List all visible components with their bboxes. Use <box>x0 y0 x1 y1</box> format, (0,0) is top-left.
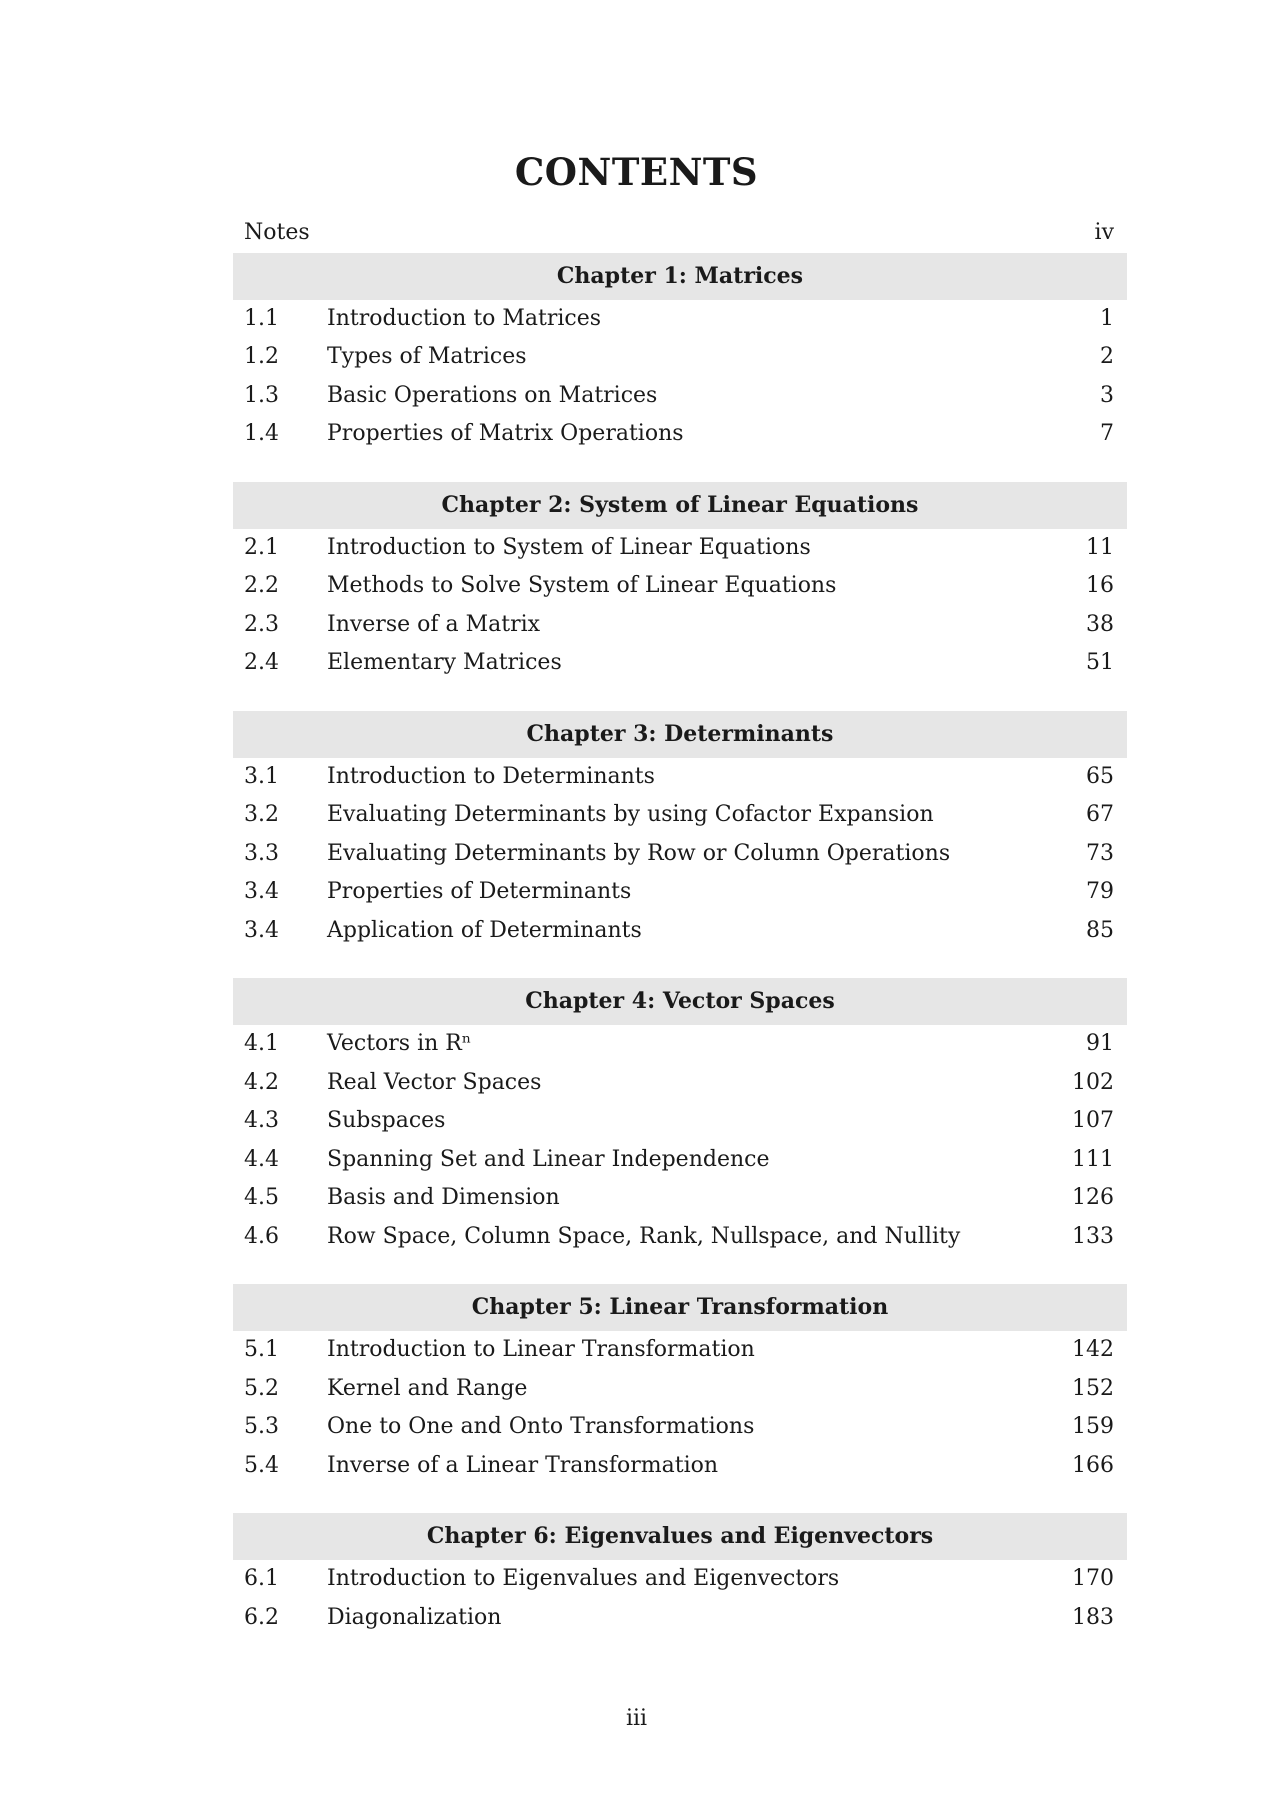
toc-entry-num: 2.3 <box>244 611 279 637</box>
toc-entry-row[interactable] <box>233 1141 1127 1180</box>
toc-entry-title: Elementary Matrices <box>327 650 562 675</box>
toc-entry-page: 159 <box>1072 1414 1114 1439</box>
toc-entry-title: Spanning Set and Linear Independence <box>327 1146 770 1172</box>
toc-entry-num: 5.2 <box>244 1375 279 1401</box>
toc-entry-page: 85 <box>1086 917 1114 943</box>
toc-entry-num: 4.5 <box>244 1185 279 1210</box>
toc-entry-page: 79 <box>1086 879 1114 904</box>
toc-entry-num: 5.1 <box>244 1337 279 1362</box>
toc-entry-num: 6.2 <box>244 1604 279 1630</box>
table-of-contents <box>233 214 1127 1637</box>
toc-entry-page: 133 <box>1072 1223 1114 1249</box>
chapter-spacer <box>233 454 1127 482</box>
toc-entry-page: 7 <box>1100 421 1114 446</box>
toc-entry-row[interactable] <box>233 529 1127 568</box>
toc-entry-page: 166 <box>1072 1452 1114 1478</box>
toc-entry-row[interactable] <box>233 1560 1127 1599</box>
toc-entry-num: 4.6 <box>244 1223 279 1249</box>
toc-entry-page: 51 <box>1086 650 1114 675</box>
toc-entry-num: 2.2 <box>244 573 279 598</box>
chapter-heading[interactable]: Chapter 5: Linear Transformation <box>233 1284 1127 1331</box>
toc-entry-title: Methods to Solve System of Linear Equations <box>327 573 837 598</box>
toc-entry-num: 6.1 <box>244 1566 279 1591</box>
chapter-heading[interactable]: Chapter 1: Matrices <box>233 253 1127 300</box>
toc-entry-row[interactable] <box>233 1370 1127 1409</box>
toc-entry-row[interactable] <box>233 1179 1127 1218</box>
toc-entry-row[interactable] <box>233 1331 1127 1370</box>
toc-entry-num: 3.2 <box>244 802 279 827</box>
toc-entry-num: 3.4 <box>244 879 279 904</box>
toc-entry-page: 16 <box>1086 573 1114 598</box>
toc-entry-row[interactable] <box>233 377 1127 416</box>
toc-entry-row[interactable] <box>233 912 1127 951</box>
toc-entry-page: 11 <box>1086 534 1114 560</box>
toc-entry-num: 2.1 <box>244 534 279 560</box>
chapter-heading[interactable]: Chapter 6: Eigenvalues and Eigenvectors <box>233 1513 1127 1560</box>
toc-entry-page: 142 <box>1072 1337 1114 1362</box>
toc-entry-page: 107 <box>1072 1108 1114 1133</box>
toc-entry-title: Basic Operations on Matrices <box>327 382 658 408</box>
toc-entry-title: Notes <box>244 220 310 245</box>
toc-entry-page: 91 <box>1086 1031 1114 1056</box>
toc-entry-title: One to One and Onto Transformations <box>327 1414 755 1439</box>
toc-entry-page: iv <box>1094 220 1114 245</box>
toc-entry-page: 170 <box>1072 1566 1114 1591</box>
toc-entry-row[interactable] <box>233 835 1127 874</box>
chapter-spacer <box>233 683 1127 711</box>
toc-entry-row[interactable] <box>233 338 1127 377</box>
toc-entry-page: 3 <box>1100 382 1114 408</box>
page-title: CONTENTS <box>514 150 759 194</box>
toc-entry-page: 183 <box>1072 1604 1114 1630</box>
toc-entry-title: Subspaces <box>327 1108 446 1133</box>
toc-entry-page: 73 <box>1086 840 1114 866</box>
toc-entry-title: Types of Matrices <box>327 344 527 369</box>
chapter-list <box>233 253 1127 1638</box>
toc-entry-num: 1.4 <box>244 421 279 446</box>
toc-entry-num: 4.1 <box>244 1031 279 1056</box>
toc-entry-page: 111 <box>1072 1146 1114 1172</box>
toc-entry-row[interactable] <box>233 758 1127 797</box>
toc-entry-page: 38 <box>1086 611 1114 637</box>
toc-entry-title: Introduction to Eigenvalues and Eigenvectors <box>327 1566 840 1591</box>
footer-page-number: iii <box>625 1706 648 1731</box>
chapter-heading[interactable]: Chapter 3: Determinants <box>233 711 1127 758</box>
toc-entry-num: 1.2 <box>244 344 279 369</box>
toc-entry-num: 3.1 <box>244 763 279 789</box>
toc-entry-num: 4.2 <box>244 1069 279 1095</box>
chapter-spacer <box>233 1256 1127 1284</box>
toc-notes-row[interactable] <box>233 214 1127 253</box>
toc-entry-title: Evaluating Determinants by Row or Column Operations <box>327 840 951 866</box>
toc-entry-title: Row Space, Column Space, Rank, Nullspace, and Nullity <box>327 1223 961 1249</box>
toc-entry-title: Introduction to System of Linear Equations <box>327 534 811 560</box>
toc-entry-row[interactable] <box>233 300 1127 339</box>
toc-entry-title: Application of Determinants <box>327 917 642 943</box>
toc-entry-title: Properties of Determinants <box>327 879 632 904</box>
toc-entry-row[interactable] <box>233 1447 1127 1486</box>
toc-entry-title: Real Vector Spaces <box>327 1069 542 1095</box>
toc-entry-title: Properties of Matrix Operations <box>327 421 684 446</box>
toc-entry-page: 102 <box>1072 1069 1114 1095</box>
toc-entry-page: 65 <box>1086 763 1114 789</box>
chapter-heading[interactable]: Chapter 2: System of Linear Equations <box>233 482 1127 529</box>
toc-entry-title: Diagonalization <box>327 1604 502 1630</box>
toc-entry-title: Introduction to Linear Transformation <box>327 1337 755 1362</box>
toc-entry-title: Introduction to Matrices <box>327 305 602 331</box>
toc-entry-num: 3.4 <box>244 917 279 943</box>
toc-entry-num: 1.1 <box>244 305 279 331</box>
toc-entry-num: 5.4 <box>244 1452 279 1478</box>
toc-entry-title: Inverse of a Matrix <box>327 611 541 637</box>
toc-entry-title: Kernel and Range <box>327 1375 528 1401</box>
toc-entry-row[interactable] <box>233 1408 1127 1447</box>
toc-entry-title: Evaluating Determinants by using Cofactor Expansion <box>327 802 934 827</box>
toc-entry-row[interactable] <box>233 873 1127 912</box>
toc-entry-page: 152 <box>1072 1375 1114 1401</box>
toc-entry-row[interactable] <box>233 1064 1127 1103</box>
toc-entry-title: Introduction to Determinants <box>327 763 655 789</box>
toc-entry-num: 3.3 <box>244 840 279 866</box>
toc-entry-page: 1 <box>1100 305 1114 331</box>
toc-entry-title: Vectors in Rⁿ <box>327 1031 472 1056</box>
toc-entry-num: 2.4 <box>244 650 279 675</box>
toc-entry-row[interactable] <box>233 1218 1127 1257</box>
toc-entry-num: 4.3 <box>244 1108 279 1133</box>
chapter-spacer <box>233 950 1127 978</box>
chapter-spacer <box>233 1485 1127 1513</box>
toc-entry-row[interactable] <box>233 415 1127 454</box>
toc-entry-row[interactable] <box>233 1025 1127 1064</box>
toc-entry-page: 126 <box>1072 1185 1114 1210</box>
toc-entry-row[interactable] <box>233 606 1127 645</box>
toc-entry-row[interactable] <box>233 567 1127 606</box>
toc-entry-row[interactable] <box>233 644 1127 683</box>
toc-entry-row[interactable] <box>233 796 1127 835</box>
toc-entry-num: 5.3 <box>244 1414 279 1439</box>
chapter-heading[interactable]: Chapter 4: Vector Spaces <box>233 978 1127 1025</box>
toc-entry-num: 4.4 <box>244 1146 279 1172</box>
toc-entry-page: 2 <box>1100 344 1114 369</box>
toc-entry-row[interactable] <box>233 1599 1127 1638</box>
toc-entry-num: 1.3 <box>244 382 279 408</box>
toc-entry-title: Basis and Dimension <box>327 1185 560 1210</box>
toc-entry-page: 67 <box>1086 802 1114 827</box>
toc-entry-title: Inverse of a Linear Transformation <box>327 1452 719 1478</box>
toc-entry-row[interactable] <box>233 1102 1127 1141</box>
